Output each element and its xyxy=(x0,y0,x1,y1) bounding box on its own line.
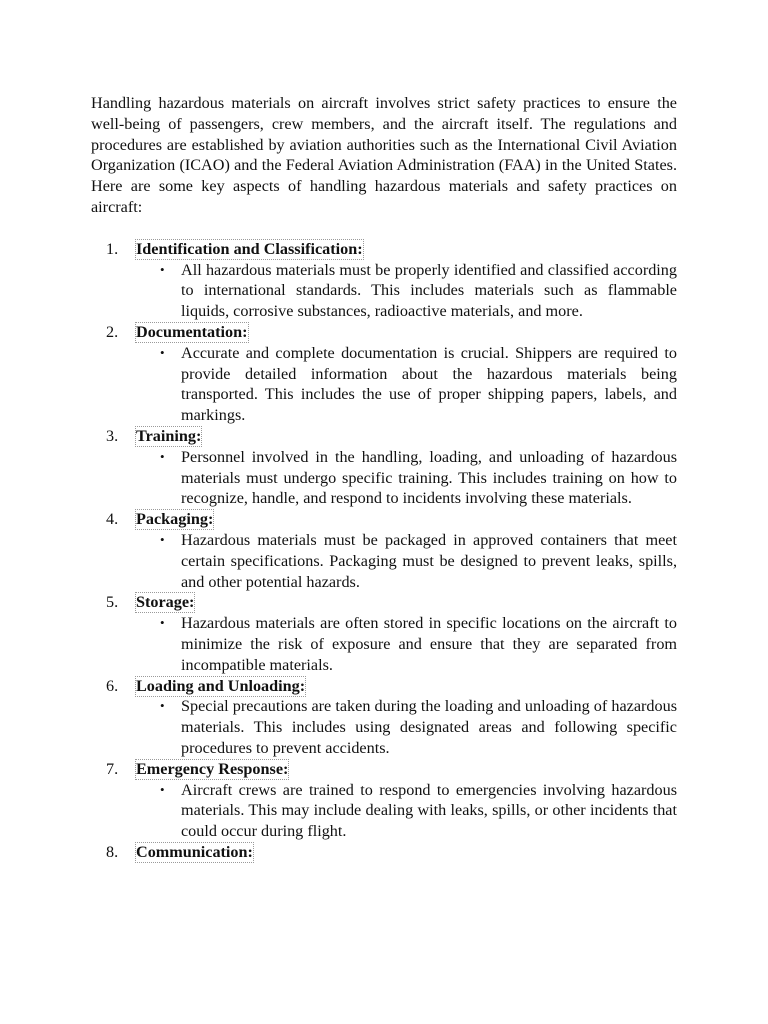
item-heading: Loading and Unloading: xyxy=(136,676,306,695)
bullet-list xyxy=(136,260,677,322)
item-heading: Identification and Classification: xyxy=(136,239,363,258)
item-number: 4. xyxy=(106,510,119,529)
bullet-list xyxy=(136,343,677,426)
bullet-dot-icon: • xyxy=(160,531,165,547)
bullet-item xyxy=(136,696,677,758)
item-number: 2. xyxy=(106,322,119,341)
bullet-item xyxy=(136,343,677,426)
item-heading: Documentation: xyxy=(136,322,248,341)
bullet-dot-icon: • xyxy=(160,448,165,464)
item-number: 8. xyxy=(106,842,119,861)
intro-paragraph: Handling hazardous materials on aircraft involves strict safety practices to ensure the well-being of passengers, crew members, and the aircraft itself. The regulations and procedures are established by aviation authorities such as the International Civil Aviation Organization (ICAO) and the Federal Aviation Administration (FAA) in the United States. Here are some key aspects of handling hazardous materials and safety practices on aircraft: xyxy=(91,94,677,216)
bullet-item xyxy=(136,530,677,592)
list-item xyxy=(91,592,677,675)
item-heading: Communication: xyxy=(136,842,253,861)
bullet-text: Hazardous materials must be packaged in approved containers that meet certain specifications. Packaging must be designed to prevent leaks, spills, and other potential hazards. xyxy=(181,530,677,591)
list-item xyxy=(91,842,677,863)
bullet-text: Accurate and complete documentation is crucial. Shippers are required to provide detailed information about the hazardous materials being transported. This includes the use of proper shipping papers, labels, and markings. xyxy=(181,343,677,425)
bullet-text: Aircraft crews are trained to respond to emergencies involving hazardous materials. This may include dealing with leaks, spills, or other incidents that could occur during flight. xyxy=(181,780,677,841)
list-item xyxy=(91,759,677,842)
document-page xyxy=(91,93,677,863)
bullet-item xyxy=(136,613,677,675)
item-number: 3. xyxy=(106,426,119,445)
item-heading: Packaging: xyxy=(136,510,214,529)
bullet-text: All hazardous materials must be properly identified and classified according to international standards. This includes materials such as flammable liquids, corrosive substances, radioactive materials, and more. xyxy=(181,260,677,321)
bullet-list xyxy=(136,696,677,758)
bullet-dot-icon: • xyxy=(160,698,165,714)
item-number: 6. xyxy=(106,676,119,695)
bullet-dot-icon: • xyxy=(160,781,165,797)
bullet-list xyxy=(136,530,677,592)
item-number: 5. xyxy=(106,593,119,612)
item-heading: Storage: xyxy=(136,593,195,612)
list-item xyxy=(91,239,677,322)
list-item xyxy=(91,322,677,426)
bullet-item xyxy=(136,447,677,509)
list-item xyxy=(91,509,677,592)
bullet-dot-icon: • xyxy=(160,261,165,277)
bullet-text: Personnel involved in the handling, loading, and unloading of hazardous materials must undergo specific training. This includes training on how to recognize, handle, and respond to incidents involving these materials. xyxy=(181,447,677,508)
bullet-list xyxy=(136,780,677,842)
bullet-dot-icon: • xyxy=(160,615,165,631)
bullet-list xyxy=(136,613,677,675)
bullet-item xyxy=(136,780,677,842)
item-heading: Training: xyxy=(136,426,202,445)
bullet-list xyxy=(136,447,677,509)
list-item xyxy=(91,676,677,759)
bullet-item xyxy=(136,260,677,322)
aspects-list xyxy=(91,239,677,863)
item-number: 1. xyxy=(106,239,119,258)
bullet-text: Hazardous materials are often stored in specific locations on the aircraft to minimize the risk of exposure and ensure that they are separated from incompatible materials. xyxy=(181,614,677,674)
item-number: 7. xyxy=(106,759,119,778)
bullet-dot-icon: • xyxy=(160,344,165,360)
bullet-text: Special precautions are taken during the loading and unloading of hazardous materials. This includes using designated areas and following specific procedures to prevent accidents. xyxy=(181,697,677,757)
list-item xyxy=(91,426,677,509)
item-heading: Emergency Response: xyxy=(136,759,289,778)
